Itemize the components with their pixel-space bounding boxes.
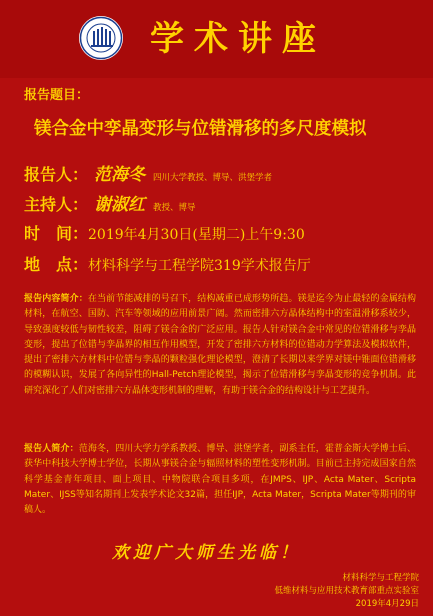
- topic-label: 报告题目：: [24, 88, 90, 103]
- abstract-paragraph: [24, 292, 416, 399]
- speaker-label: 报告人：: [24, 165, 89, 184]
- speaker-title: 四川大学教授、博导、洪堡学者: [153, 173, 273, 183]
- abstract-text: 在当前节能减排的号召下，结构减重已成形势所趋。镁是迄今为止最轻的金属结构材料，在航空、国防、汽车等领域的应用前景广阔。然而密排六方晶体结构中的室温滑移系较少，导致强度较低与韧性较差，阻碍了镁合金的广泛应用。报告人针对镁合金中常见的位错滑移与孪晶变形，提出了位错与孪晶界的相互作用模型，开发了密排六方材料的位错动力学算法及模拟软件，提出了密排六方材料中位错与孪晶的颗粒强化理论模型，澄清了长期以来学界对镁中锥面位错滑移的模糊认识，发展了各向异性的Hall-Petch理论模型，揭示了位错滑移与孪晶变形的竞争机制。此研究深化了人们对密排六方晶体变形机制的理解，有助于镁合金的结构设计与工艺提升。: [24, 294, 416, 396]
- organizer-line2: 低维材料与应用技术教育部重点实验室: [274, 586, 419, 596]
- place-label: 地 点：: [24, 255, 89, 274]
- place-row: [24, 252, 311, 275]
- organizer-date: 2019年4月29日: [355, 599, 419, 609]
- university-logo: [78, 15, 124, 61]
- host-label: 主持人：: [24, 195, 89, 214]
- welcome-text: 欢迎广大师生光临！: [112, 543, 301, 563]
- organizer-line1: 材料科学与工程学院: [342, 573, 419, 583]
- host-name: 谢淑红: [94, 195, 146, 215]
- abstract-label: 报告内容简介：: [24, 294, 88, 304]
- time-label: 时 间：: [24, 224, 89, 243]
- speaker-row: [24, 160, 272, 185]
- bio-text: 范海冬，四川大学力学系教授、博导、洪堡学者，副系主任，霍普金斯大学博士后、获华中科技大学博士学位，长期从事镁合金与辐照材料的塑性变形机制。目前已主持完成国家自然科学基金青年项目、面上项目、中物院联合项目多项，在JMPS、IJP、Acta Mater、Scripta Mater、IJSS等知名期刊上发表学术论文32篇，担任IJP，Acta Mater，Scripta Mater等期刊的审稿人。: [24, 444, 416, 516]
- bio-paragraph: [24, 442, 416, 518]
- topic-title: 镁合金中孪晶变形与位错滑移的多尺度模拟: [34, 119, 367, 139]
- speaker-name: 范海冬: [94, 165, 146, 185]
- time-row: [24, 221, 305, 244]
- host-row: [24, 190, 196, 215]
- place-value: 材料科学与工程学院319学术报告厅: [88, 258, 311, 274]
- poster-title: 学术讲座: [150, 19, 326, 59]
- host-title: 教授、博导: [153, 203, 196, 213]
- time-value: 2019年4月30日(星期二)上午9:30: [88, 227, 305, 243]
- bio-label: 报告人简介：: [24, 444, 79, 454]
